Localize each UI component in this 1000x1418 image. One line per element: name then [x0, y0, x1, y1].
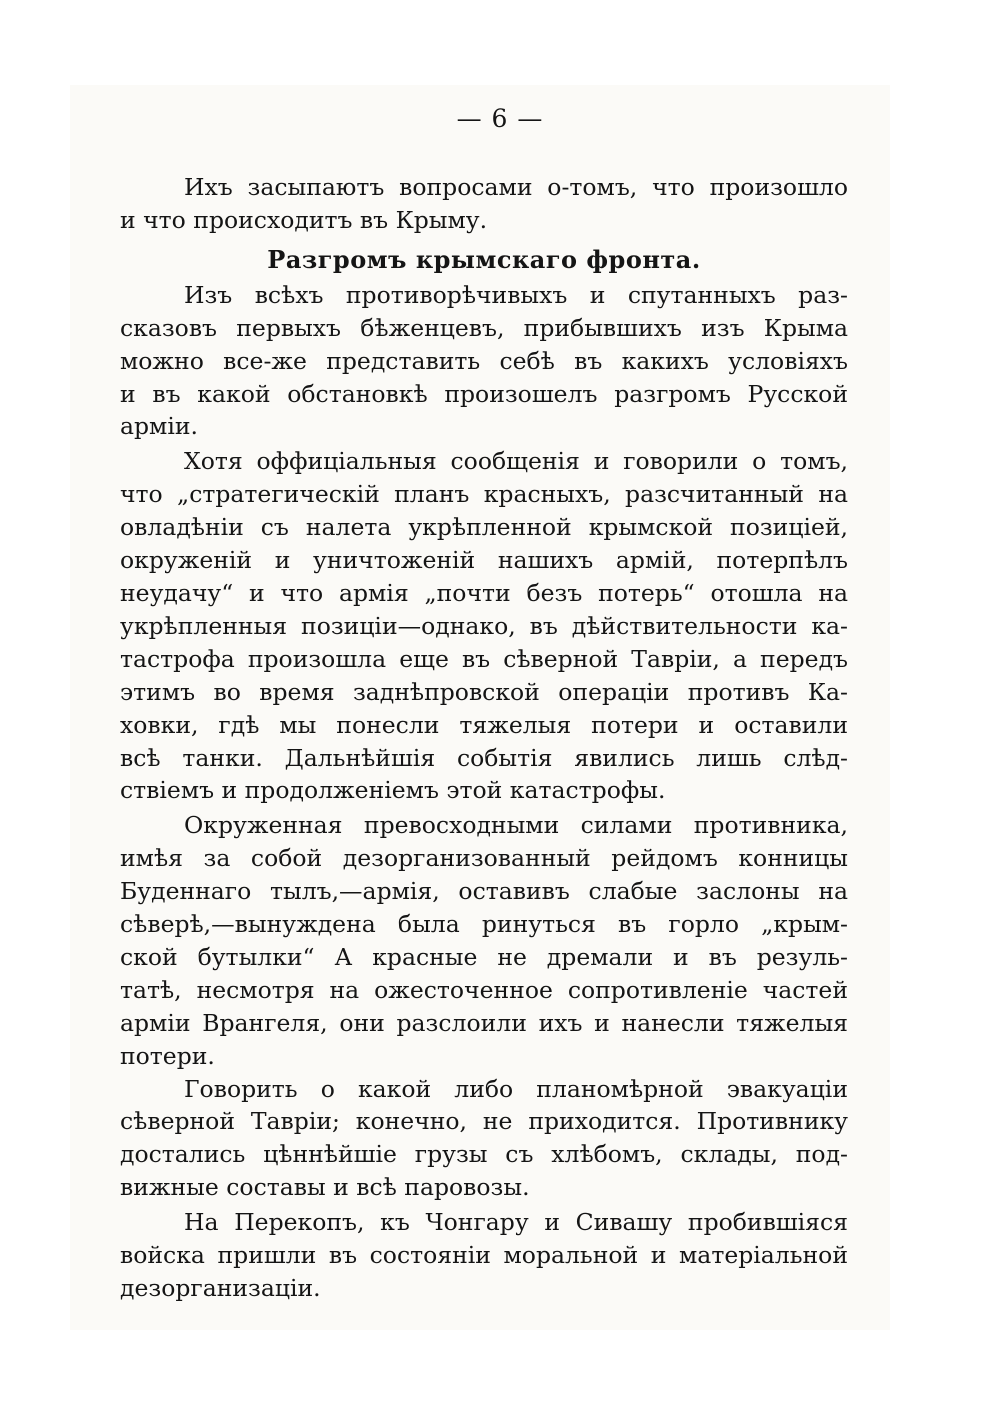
text-line: арміи.	[120, 412, 198, 441]
text-line: овладѣніи съ налета укрѣпленной крымской позиціей,	[120, 513, 848, 542]
text-line: что „стратегическій планъ красныхъ, разсчитанный на	[120, 480, 848, 509]
text-line: Ихъ засыпаютъ вопросами о-томъ, что произошло	[184, 173, 848, 201]
text-line: достались цѣннѣйшіе грузы съ хлѣбомъ, склады, под-	[120, 1140, 848, 1169]
text-line: сѣверной Таврiи; конечно, не приходится. Противнику	[120, 1107, 848, 1136]
text-line: дезорганизаціи.	[120, 1274, 321, 1302]
text-line: Хотя оффиціальныя сообщенія и говорили о томъ,	[184, 447, 848, 476]
text-line: всѣ танки. Дальнѣйшія событія явились лишь слѣд-	[120, 743, 848, 772]
text-line: Буденнаго тылъ,—армія, оставивъ слабые заслоны на	[120, 877, 848, 906]
paragraph-3	[120, 809, 848, 1072]
paragraph-1	[120, 279, 848, 444]
text-line: тастрофа произошла еще въ сѣверной Таврiи, а передъ	[120, 644, 848, 673]
text-line: неудачу“ и что армія „почти безъ потерь“ отошла на	[120, 578, 848, 607]
text-line: сказовъ первыхъ бѣженцевъ, прибывшихъ изъ Крыма	[120, 313, 848, 342]
text-line: войска пришли въ состояніи моральной и матеріальной	[120, 1241, 848, 1270]
text-line: имѣя за собой дезорганизованный рейдомъ конницы	[120, 844, 848, 873]
intro-paragraph	[120, 171, 848, 237]
text-line: ской бутылки“ А красные не дремали и въ резуль-	[120, 942, 848, 971]
paragraph-5	[120, 1206, 848, 1305]
text-line: ствіемъ и продолженіемъ этой катастрофы.	[120, 776, 666, 805]
text-line: арміи Врангеля, они разслоили ихъ и нанесли тяжелыя	[120, 1008, 848, 1037]
section-heading: Разгромъ крымскаго фронта.	[267, 244, 701, 274]
text-line: этимъ во время заднѣпровской операціи противъ Ка-	[120, 677, 848, 706]
text-line: Изъ всѣхъ противорѣчивыхъ и спутанныхъ раз-	[184, 280, 848, 309]
text-body	[120, 171, 848, 1305]
text-line: укрѣпленныя позиціи—однако, въ дѣйствительности ка-	[120, 611, 848, 640]
paragraph-2	[120, 445, 848, 807]
text-line: ховки, гдѣ мы понесли тяжелыя потери и оставили	[120, 710, 848, 739]
text-line: Окруженная превосходными силами противника,	[184, 811, 848, 840]
text-line: и что происходитъ въ Крыму.	[120, 205, 488, 234]
text-line: вижные составы и всѣ паровозы.	[120, 1173, 530, 1202]
text-line: потери.	[120, 1041, 215, 1070]
text-line: сѣверѣ,—вынуждена была ринуться въ горло „крым-	[120, 910, 848, 939]
text-line: Говорить о какой либо планомѣрной эвакуаціи	[184, 1074, 848, 1103]
text-line: окруженій и уничтоженій нашихъ армій, потерпѣлъ	[120, 546, 848, 575]
text-line: татѣ, несмотря на ожесточенное сопротивленіе частей	[120, 975, 848, 1004]
text-line: можно все-же представить себѣ въ какихъ условіяхъ	[120, 346, 848, 375]
text-line: и въ какой обстановкѣ произошелъ разгромъ Русской	[120, 379, 848, 408]
text-line: На Перекопъ, къ Чонгару и Сивашу пробившіяся	[184, 1208, 848, 1237]
paragraph-4	[120, 1073, 848, 1205]
page-number: — 6 —	[456, 104, 544, 133]
